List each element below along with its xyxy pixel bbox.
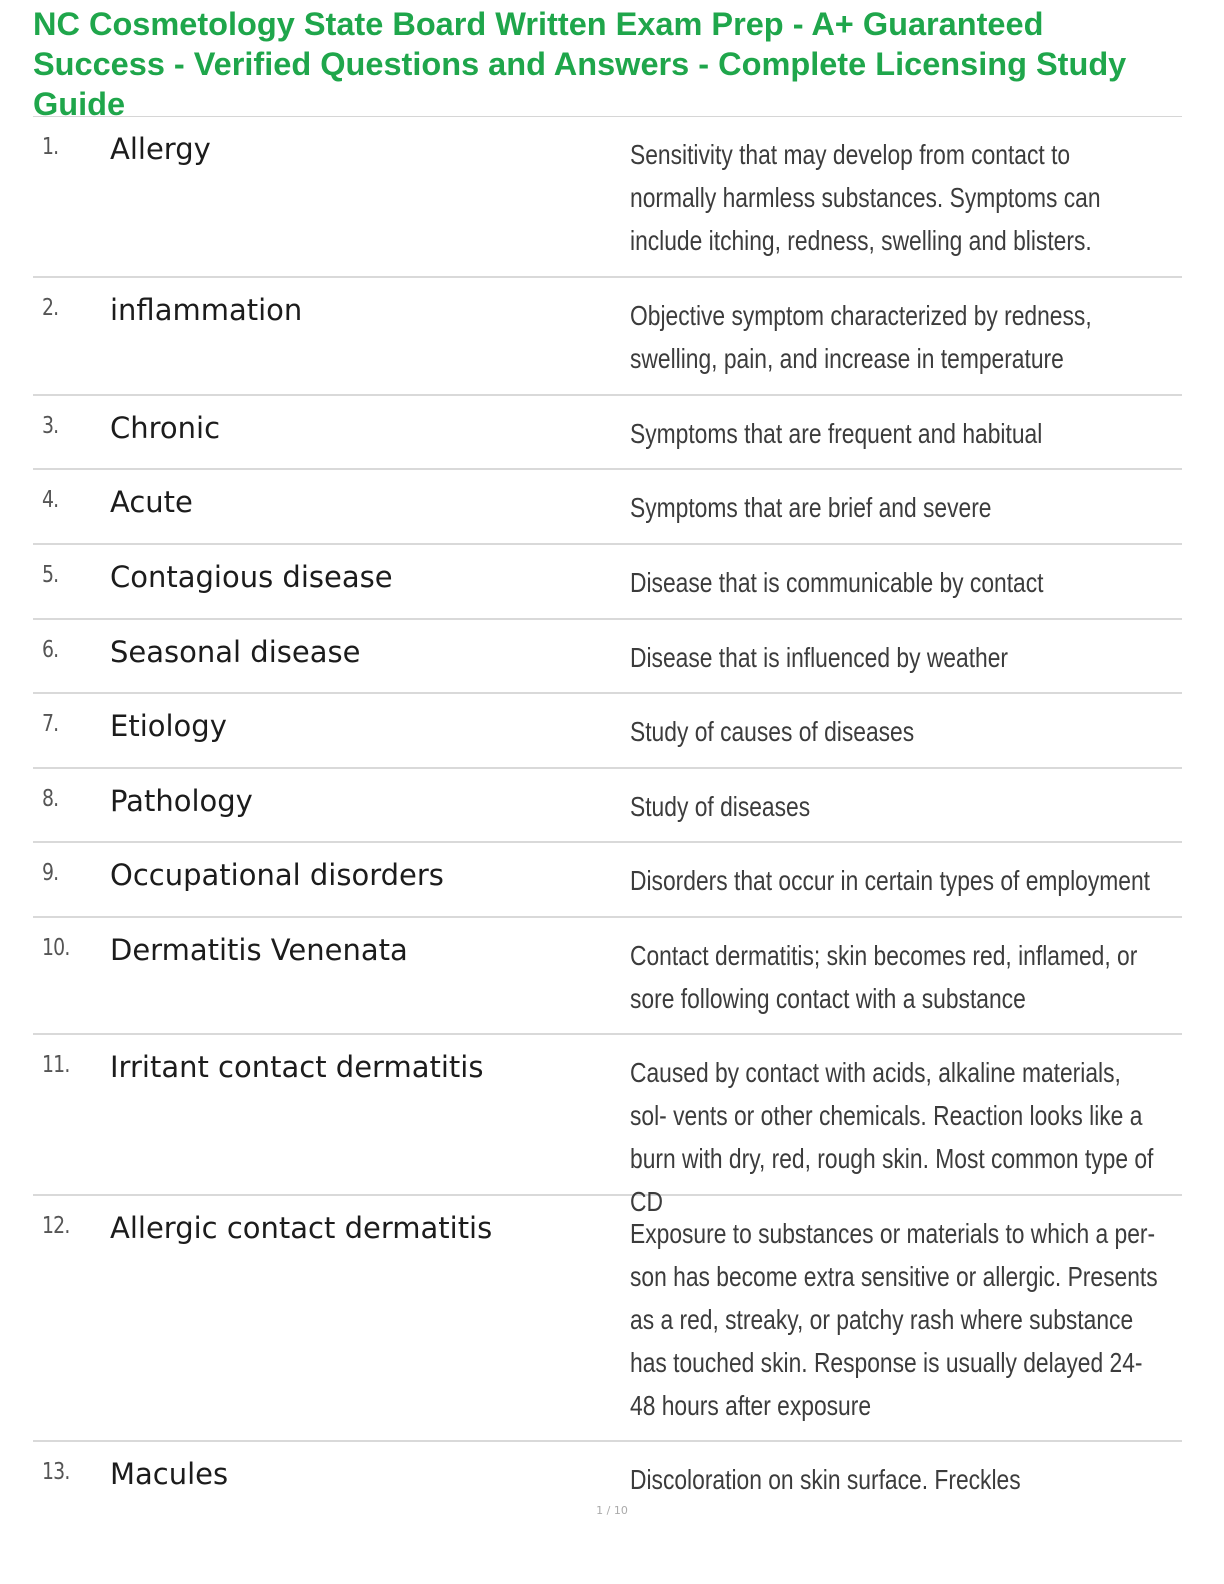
entry-definition: Disease that is communicable by contact: [630, 567, 1044, 598]
entry-number: 2.: [42, 295, 59, 321]
page-number: 1 / 10: [596, 1504, 628, 1517]
entry-number: 6.: [42, 637, 59, 663]
entry-number: 12.: [42, 1213, 70, 1239]
entry-term: Macules: [110, 1457, 229, 1491]
table-row: [33, 1196, 1182, 1442]
entry-term: Allergy: [110, 132, 211, 166]
table-row: [33, 470, 1182, 545]
table-row: [33, 545, 1182, 620]
table-row: [33, 918, 1182, 1035]
entry-definition: Objective symptom characterized by redness, swelling, pain, and increase in temperature: [630, 300, 1092, 374]
table-row: [33, 117, 1182, 278]
entry-number: 13.: [42, 1459, 70, 1485]
entry-definition: Contact dermatitis; skin becomes red, inflamed, or sore following contact with a substance: [630, 940, 1138, 1014]
table-row: [33, 620, 1182, 694]
entry-term: Irritant contact dermatitis: [110, 1050, 484, 1084]
table-row: [33, 396, 1182, 470]
entry-term: Contagious disease: [110, 560, 393, 594]
entry-definition: Study of diseases: [630, 791, 811, 822]
entry-term: Allergic contact dermatitis: [110, 1211, 493, 1245]
entry-definition: Discoloration on skin surface. Freckles: [630, 1464, 1021, 1495]
table-row: [33, 843, 1182, 918]
entry-definition: Disease that is influenced by weather: [630, 642, 1009, 673]
table-row: [33, 694, 1182, 769]
entry-term: Pathology: [110, 784, 253, 818]
entry-number: 10.: [42, 935, 70, 961]
entry-definition: Symptoms that are frequent and habitual: [630, 418, 1043, 449]
entry-number: 11.: [42, 1052, 70, 1078]
entry-definition: Exposure to substances or materials to which a per- son has become extra sensitive or allergic. Presents as a red, streaky, or patchy rash where substance has touched skin. Response is usually delayed 24-48 hours after exposure: [630, 1218, 1158, 1421]
table-row: [33, 278, 1182, 396]
entry-definition: Sensitivity that may develop from contact to normally harmless substances. Symptoms can include itching, redness, swelling and blisters.: [630, 139, 1101, 256]
table-row: [33, 769, 1182, 843]
entry-term: inflammation: [110, 293, 303, 327]
flashcard-table: [33, 116, 1182, 1512]
entry-term: Acute: [110, 485, 193, 519]
entry-definition: Disorders that occur in certain types of employment: [630, 865, 1151, 896]
page-title: NC Cosmetology State Board Written Exam Prep - A+ Guaranteed Success - Verified Questions and Answers - Complete Licensing Study Guide: [33, 6, 1127, 122]
entry-number: 3.: [42, 413, 59, 439]
entry-number: 7.: [42, 711, 59, 737]
entry-term: Seasonal disease: [110, 635, 361, 669]
table-row: [33, 1035, 1182, 1217]
table-row: [33, 1442, 1182, 1512]
entry-term: Etiology: [110, 709, 227, 743]
entry-definition: Symptoms that are brief and severe: [630, 492, 992, 523]
entry-number: 5.: [42, 562, 59, 588]
entry-definition: Caused by contact with acids, alkaline materials, sol- vents or other chemicals. Reaction looks like a burn with dry, red, rough skin. Most common type of CD: [630, 1057, 1154, 1217]
entry-term: Dermatitis Venenata: [110, 933, 408, 967]
entry-term: Chronic: [110, 411, 221, 445]
entry-number: 1.: [42, 134, 59, 160]
entry-number: 4.: [42, 487, 59, 513]
entry-term: Occupational disorders: [110, 858, 444, 892]
entry-number: 9.: [42, 860, 59, 886]
entry-number: 8.: [42, 786, 59, 812]
entry-definition: Study of causes of diseases: [630, 716, 915, 747]
